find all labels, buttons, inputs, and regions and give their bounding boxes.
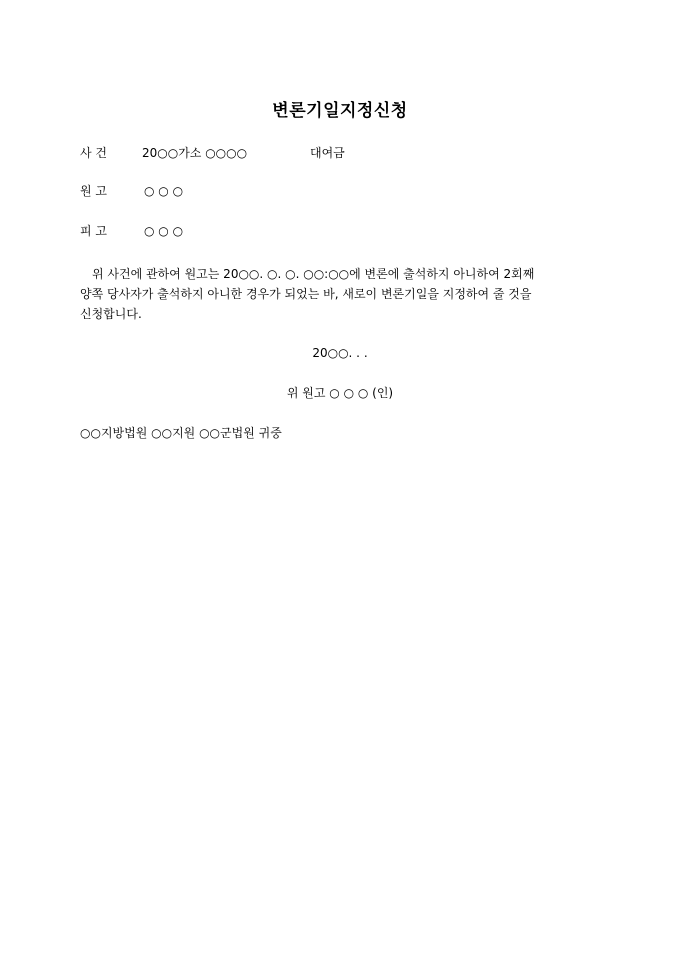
plaintiff-name: ○ ○ ○: [144, 184, 184, 198]
court-addressee: ○○지방법원 ○○지원 ○○군법원 귀중: [80, 426, 282, 440]
signature-line: 위 원고 ○ ○ ○ (인): [286, 386, 394, 400]
defendant-name: ○ ○ ○: [144, 224, 184, 238]
document-title: 변론기일지정신청: [272, 101, 408, 121]
defendant-label: 피 고: [80, 224, 107, 238]
application-body: [80, 264, 600, 324]
case-number: 20○○가소 ○○○○: [142, 146, 248, 160]
body-line-2: 양쪽 당사자가 출석하지 아니한 경우가 되었는 바, 새로이 변론기일을 지정하여 줄 것을: [80, 287, 532, 301]
case-label: 사 건: [80, 146, 107, 160]
body-line-1: 위 사건에 관하여 원고는 20○○. ○. ○. ○○:○○에 변론에 출석하지 아니하여 2회째: [92, 267, 535, 281]
plaintiff-label: 원 고: [80, 184, 107, 198]
body-line-3: 신청합니다.: [80, 307, 142, 321]
case-name: 대여금: [310, 146, 345, 160]
application-date: 20○○. . .: [312, 346, 368, 360]
